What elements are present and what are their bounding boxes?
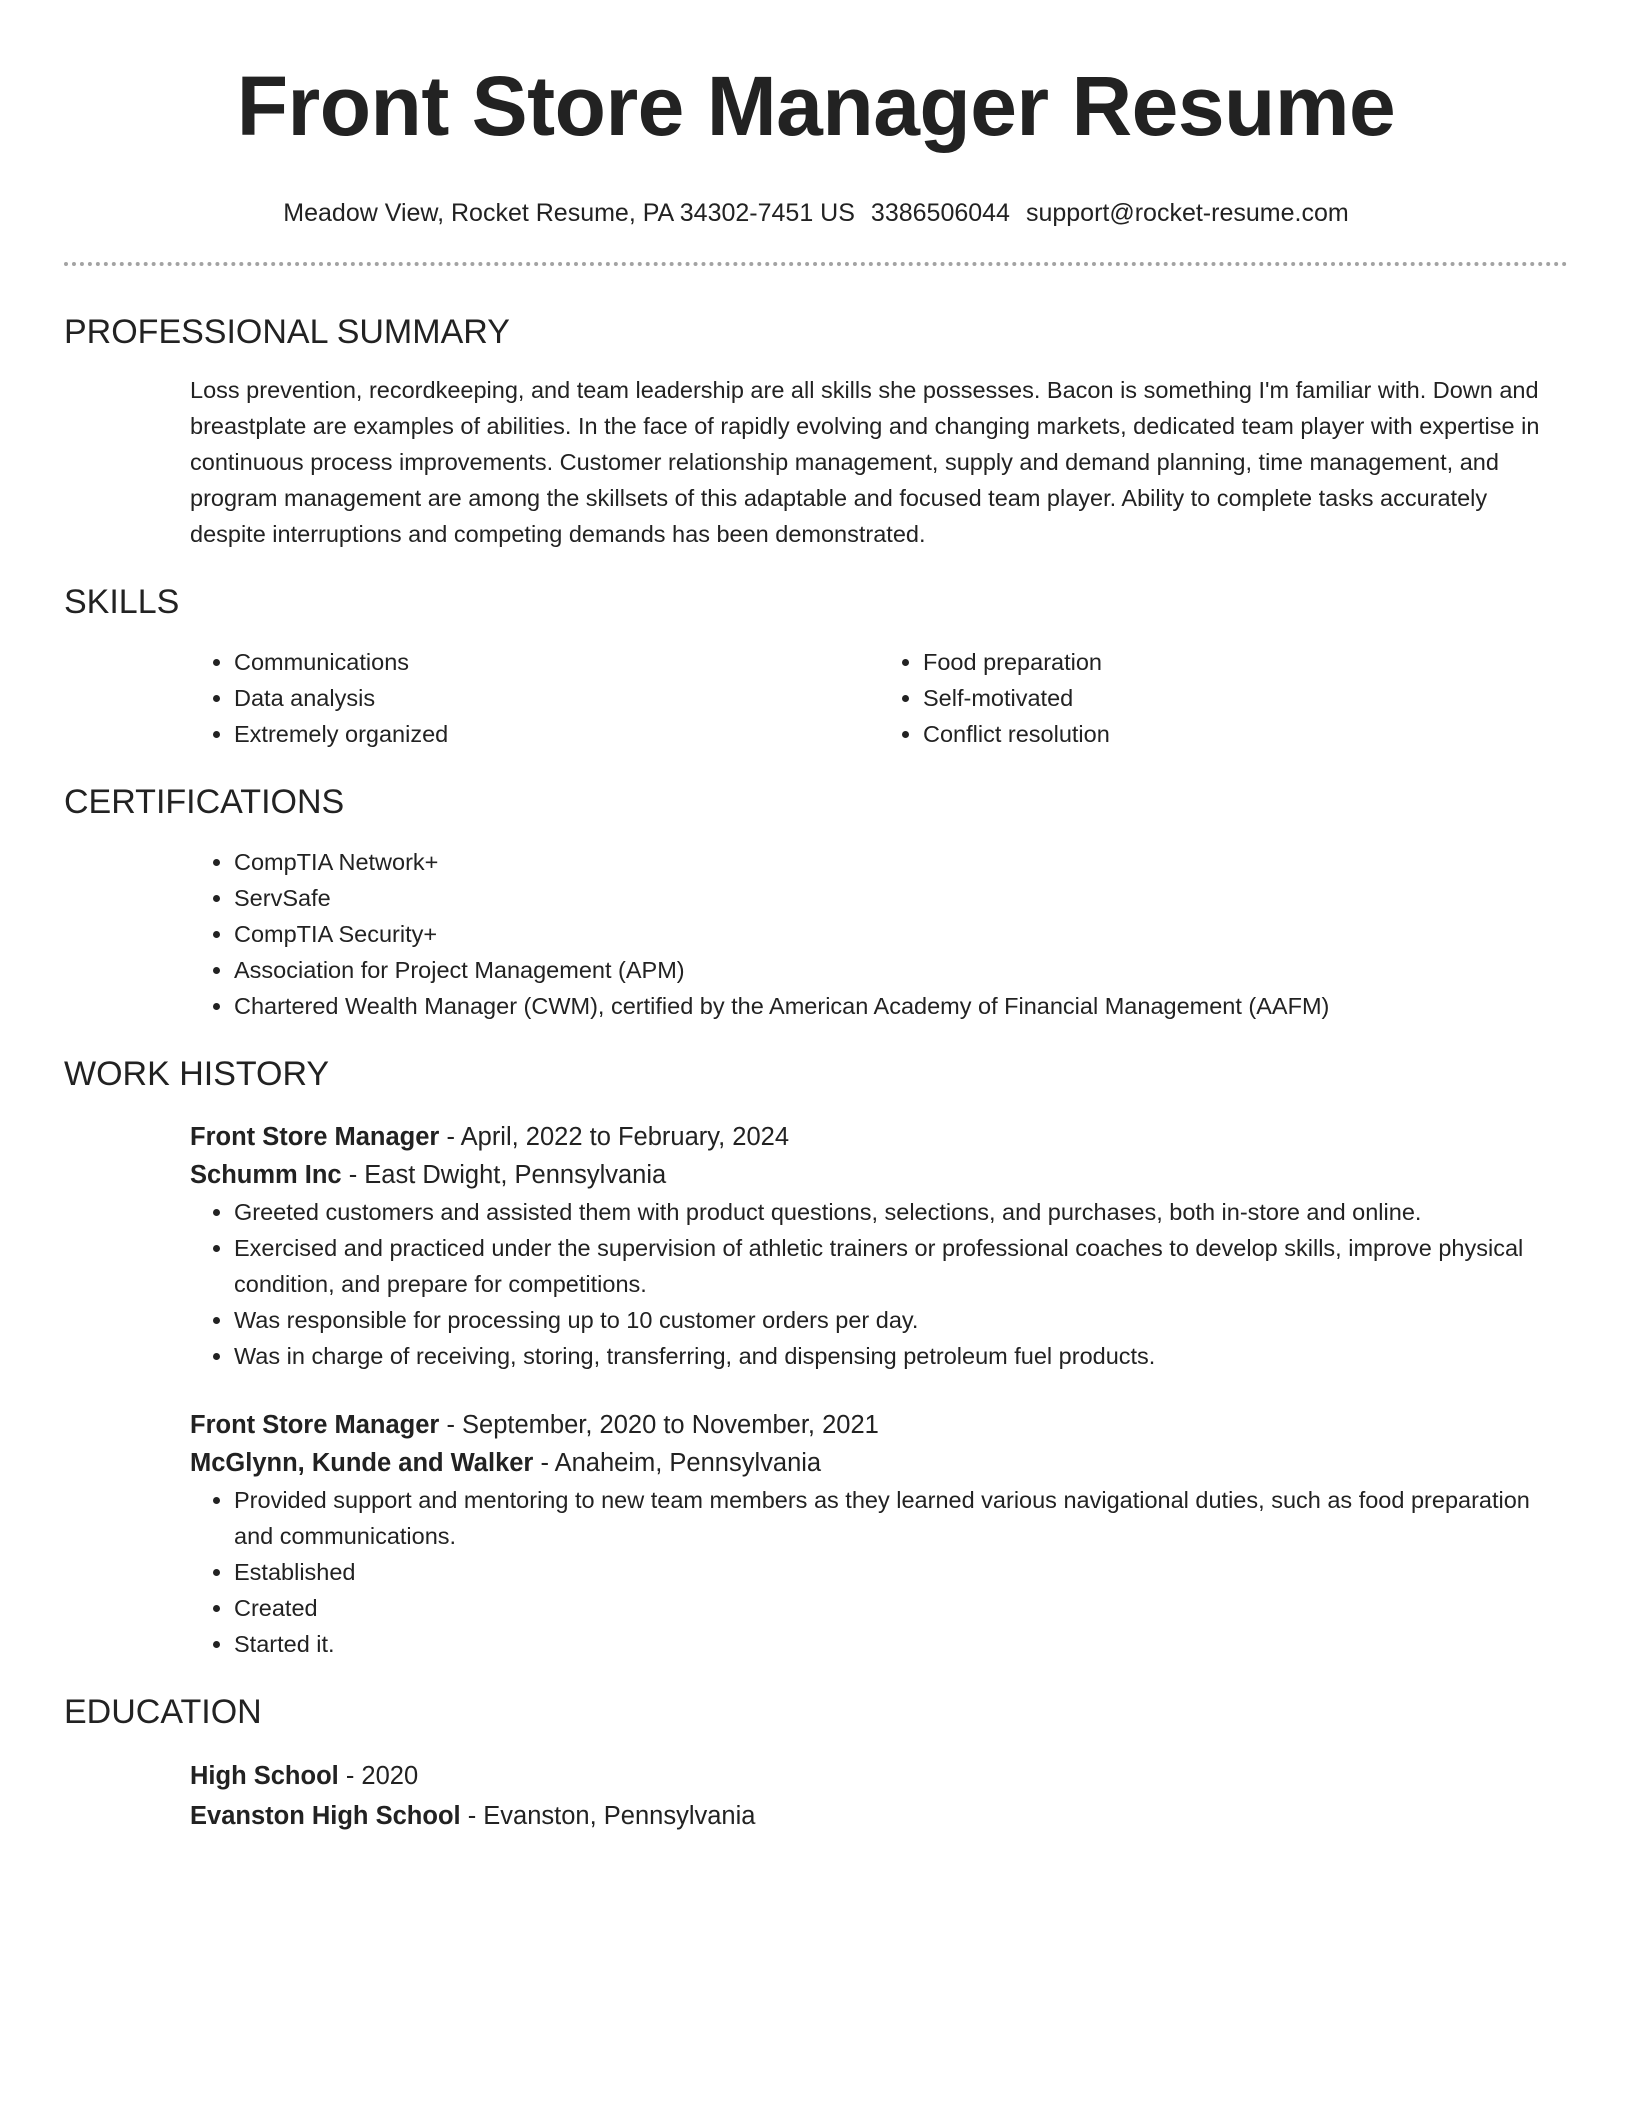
job-employer: Schumm Inc: [190, 1161, 342, 1189]
job-dates: - September, 2020 to November, 2021: [439, 1411, 879, 1439]
skill-item: • Food preparation: [923, 644, 1568, 680]
education-degree: High School: [190, 1762, 339, 1790]
contact-phone: 3386506044: [870, 199, 1010, 227]
skill-item: • Self-motivated: [923, 680, 1568, 716]
job-dates: - April, 2022 to February, 2024: [439, 1123, 790, 1151]
summary-text: Loss prevention, recordkeeping, and team leadership are all skills she possesses. Bacon is something I'm familiar with. Down and breastplate are examples of abilities. In the face of rapidly evolving and changing markets, dedicated team player with expertise in continuous process improvements. Customer relationship management, supply and demand planning, time management, and program management are among the skillsets of this adaptable and focused team player. Ability to complete tasks accurately despite interruptions and competing demands has been demonstrated.: [190, 377, 1540, 547]
skills-list-right: [879, 644, 1568, 752]
job-employer-line: [190, 1156, 1568, 1194]
job-employer: McGlynn, Kunde and Walker: [190, 1449, 534, 1477]
contact-email: support@rocket-resume.com: [1025, 199, 1349, 227]
job-duty-item: • Was in charge of receiving, storing, transferring, and dispensing petroleum fuel products.: [234, 1338, 1568, 1374]
job-location: - East Dwight, Pennsylvania: [341, 1161, 667, 1189]
certifications-list: [190, 844, 1568, 1024]
job-title-line: [190, 1118, 1568, 1156]
skill-item: • Extremely organized: [234, 716, 879, 752]
job-entry: [190, 1406, 1568, 1662]
job-title: Front Store Manager: [190, 1123, 440, 1151]
skills-columns: [190, 644, 1568, 752]
job-duties-list: [190, 1482, 1568, 1662]
education-degree-line: [190, 1756, 1568, 1796]
contact-address: Meadow View, Rocket Resume, PA 34302-7451 US: [283, 199, 855, 227]
certification-item: • CompTIA Network+: [234, 844, 1568, 880]
education-school-line: [190, 1796, 1568, 1836]
skill-item: • Data analysis: [234, 680, 879, 716]
education-year: - 2020: [338, 1762, 419, 1790]
education-location: - Evanston, Pennsylvania: [460, 1802, 756, 1830]
certification-item: • ServSafe: [234, 880, 1568, 916]
summary-heading: PROFESSIONAL SUMMARY: [64, 313, 510, 351]
certifications-heading: CERTIFICATIONS: [64, 783, 345, 821]
education-school: Evanston High School: [190, 1802, 461, 1830]
contact-line: [64, 198, 1568, 228]
skill-item: • Conflict resolution: [923, 716, 1568, 752]
skills-list-left: [190, 644, 879, 752]
job-duties-list: [190, 1194, 1568, 1374]
education-heading: EDUCATION: [64, 1693, 262, 1731]
job-duty-item: • Provided support and mentoring to new team members as they learned various navigational duties, such as food preparation and communications.: [234, 1482, 1568, 1554]
certification-item: • CompTIA Security+: [234, 916, 1568, 952]
job-title: Front Store Manager: [190, 1411, 440, 1439]
header-divider: [64, 262, 1568, 266]
job-employer-line: [190, 1444, 1568, 1482]
job-duty-item: • Was responsible for processing up to 10 customer orders per day.: [234, 1302, 1568, 1338]
job-location: - Anaheim, Pennsylvania: [533, 1449, 822, 1477]
work-history-heading: WORK HISTORY: [64, 1055, 330, 1093]
job-duty-item: • Created: [234, 1590, 1568, 1626]
certification-item: • Chartered Wealth Manager (CWM), certified by the American Academy of Financial Management (AAFM): [234, 988, 1568, 1024]
job-entry: [190, 1118, 1568, 1374]
job-duty-item: • Greeted customers and assisted them with product questions, selections, and purchases, both in-store and online.: [234, 1194, 1568, 1230]
job-duty-item: • Established: [234, 1554, 1568, 1590]
certification-item: • Association for Project Management (APM): [234, 952, 1568, 988]
skill-item: • Communications: [234, 644, 879, 680]
certifications-body: [190, 844, 1568, 1024]
skills-heading: SKILLS: [64, 583, 180, 621]
job-duty-item: • Exercised and practiced under the supervision of athletic trainers or professional coaches to develop skills, improve physical condition, and prepare for competitions.: [234, 1230, 1568, 1302]
job-duty-item: • Started it.: [234, 1626, 1568, 1662]
job-title-line: [190, 1406, 1568, 1444]
education-entry: [190, 1756, 1568, 1836]
resume-title: Front Store Manager Resume: [236, 59, 1396, 153]
